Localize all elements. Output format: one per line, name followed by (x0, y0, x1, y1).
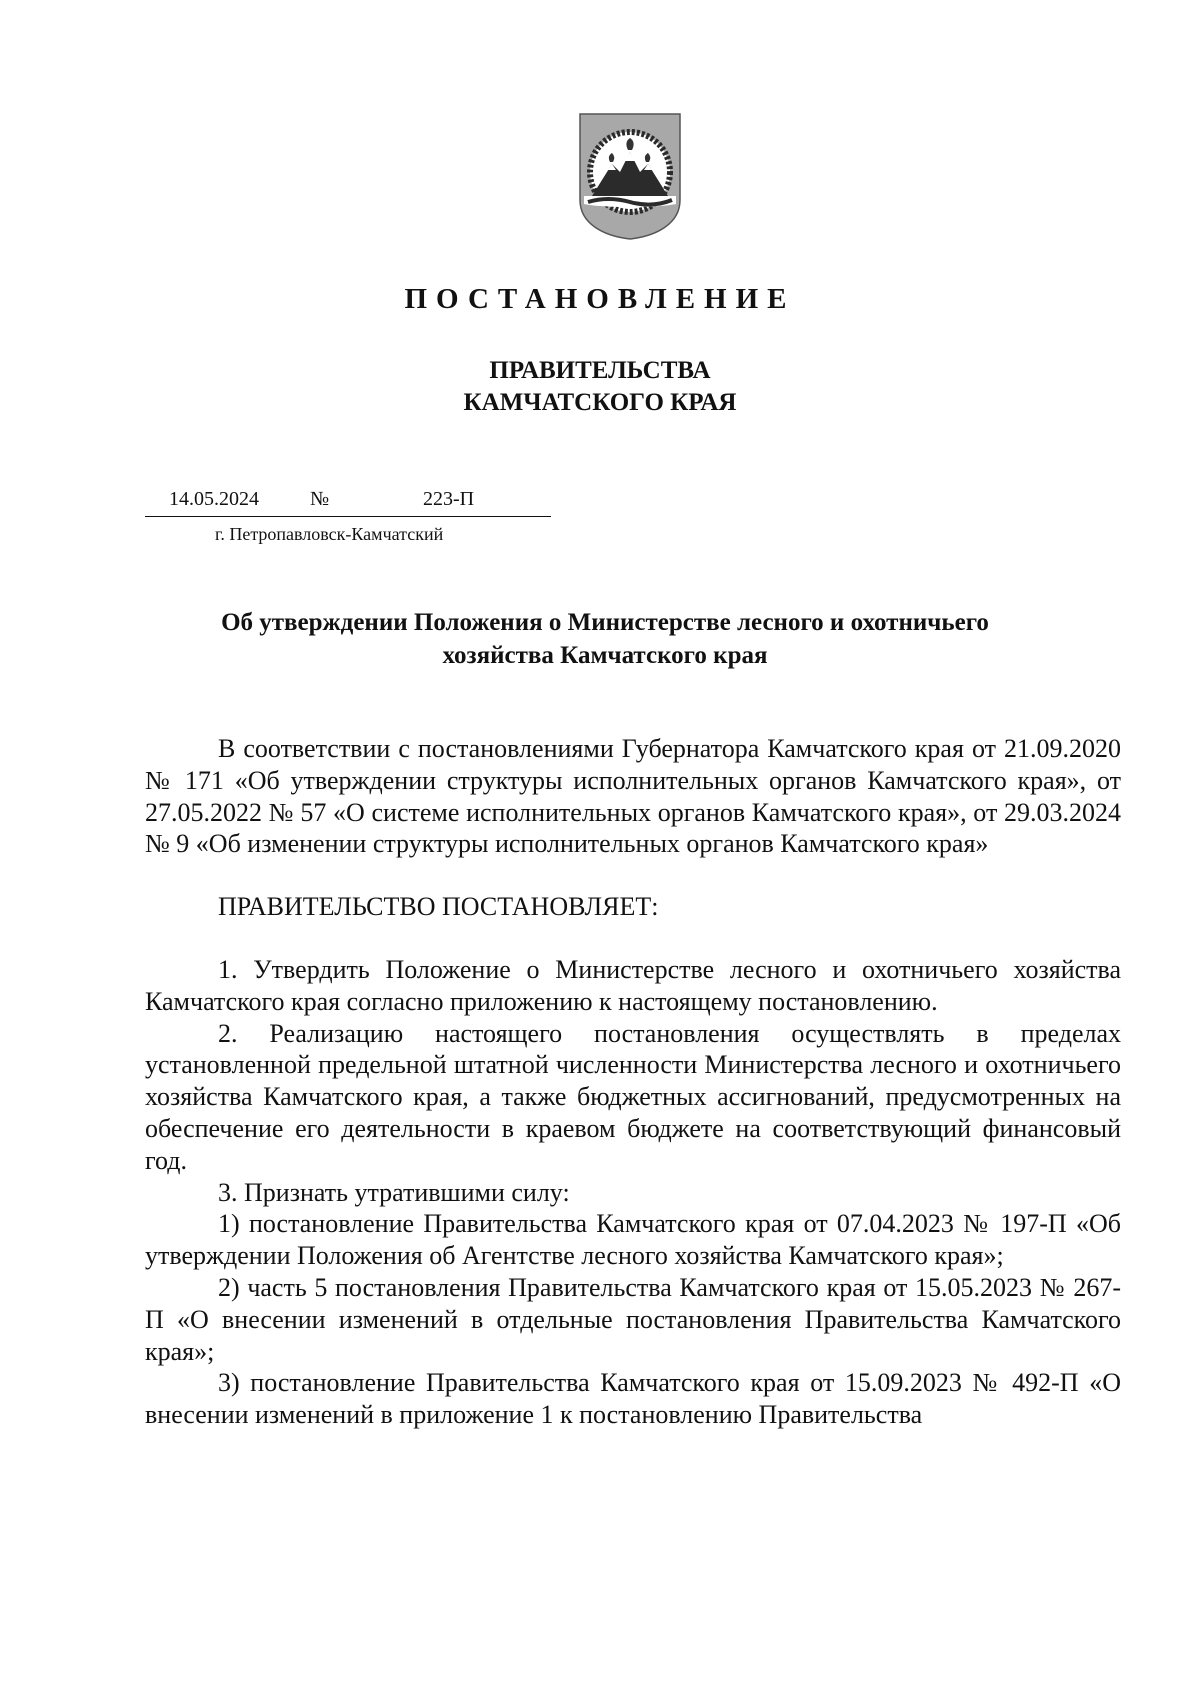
registration-line (145, 488, 551, 517)
item-paragraph: 1) постановление Правительства Камчатского края от 07.04.2023 № 197-П «Об утверждении Положения об Агентстве лесного хозяйства Камчатского края»; (145, 1209, 1121, 1271)
preamble-paragraph: В соответствии с постановлениями Губернатора Камчатского края от 21.09.2020 № 171 «Об утверждении структуры исполнительных органов Камчатского края», от 27.05.2022 № 57 «О системе исполнительных органов Камчатского края», от 29.03.2024 № 9 «Об изменении структуры исполнительных органов Камчатского края» (145, 734, 1121, 859)
place-of-issue: г. Петропавловск-Камчатский (215, 524, 444, 544)
item-paragraph: 3) постановление Правительства Камчатского края от 15.09.2023 № 492-П «О внесении изменений в приложение 1 к постановлению Правительства (145, 1368, 1121, 1430)
issuing-authority (0, 355, 1200, 419)
document-subject (150, 606, 1060, 672)
authority-line-1: ПРАВИТЕЛЬСТВА (489, 357, 711, 384)
document-date: 14.05.2024 (169, 488, 259, 510)
item-paragraph: 2. Реализацию настоящего постановления осуществлять в пределах установленной предельной штатной численности Министерства лесного и охотничьего хозяйства Камчатского края, а также бюджетных ассигнований, предусмотренных на обеспечение его деятельности в краевом бюджете на соответствующий финансовый год. (145, 1018, 1121, 1175)
resolves-heading: ПРАВИТЕЛЬСТВО ПОСТАНОВЛЯЕТ: (218, 892, 659, 922)
subject-line-2: хозяйства Камчатского края (442, 642, 768, 669)
item-paragraph: 3. Признать утратившими силу: (218, 1177, 570, 1207)
document-title: ПОСТАНОВЛЕНИЕ (404, 283, 796, 315)
document-body (145, 733, 1121, 1431)
authority-line-2: КАМЧАТСКОГО КРАЯ (463, 389, 737, 416)
subject-line-1: Об утверждении Положения о Министерстве лесного и охотничьего (221, 609, 989, 636)
coat-of-arms-emblem (578, 112, 682, 240)
item-paragraph: 1. Утвердить Положение о Министерстве лесного и охотничьего хозяйства Камчатского края согласно приложению к настоящему постановлению. (145, 954, 1121, 1016)
item-paragraph: 2) часть 5 постановления Правительства Камчатского края от 15.05.2023 № 267-П «О внесении изменений в отдельные постановления Правительства Камчатского края»; (145, 1272, 1121, 1366)
number-sign: № (310, 488, 330, 510)
document-number: 223-П (423, 488, 475, 510)
